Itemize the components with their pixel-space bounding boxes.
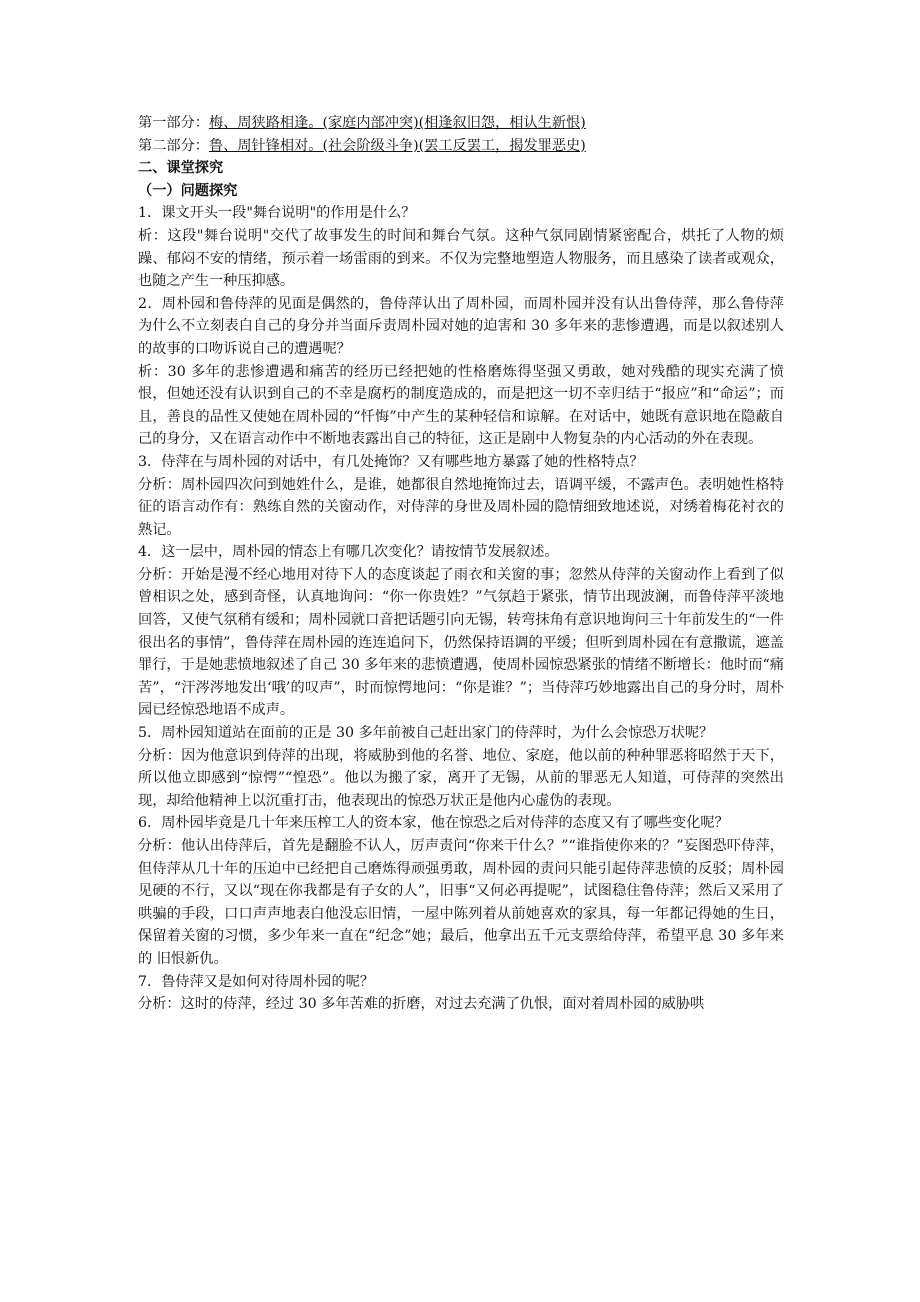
part-1-label: 第一部分： (138, 115, 209, 131)
structure-part-2 (138, 135, 784, 158)
section-title: 二、课堂探究 (138, 160, 224, 177)
answer-7: 分析：这时的侍萍，经过 30 多年苦难的折磨，对过去充满了仇恨，面对着周朴园的威胁哄 (138, 996, 705, 1013)
document-page (138, 112, 784, 1016)
question-3: 3．侍萍在与周朴园的对话中，有几处掩饰？又有哪些地方暴露了她的性格特点？ (138, 453, 644, 470)
question-2: 2．周朴园和鲁侍萍的见面是偶然的，鲁侍萍认出了周朴园，而周朴园并没有认出鲁侍萍，那么鲁侍萍为什么不立刻表白自己的身分并当面斥责周朴园对她的迫害和 30 多年来的悲惨遭遇，而是以叙述别人 的故事的口吻诉说自己的遭遇呢？ (138, 295, 784, 357)
answer-4: 分析：开始是漫不经心地用对待下人的态度谈起了雨衣和关窗的事；忽然从侍萍的关窗动作上看到了似曾相识之处，感到奇怪，认真地询问：“你一你贵姓？”气氛趋于紧张，情节出现波澜，而鲁侍萍平淡地回答，又使气氛稍有缓和；周朴园就口音把话题引向无锡，转弯抹角有意识地询问三十年前发生的“一件很出名的事情”，鲁侍萍在周朴园的连连追问下，仍然保持语调的平缓；但听到周朴园在有意撒谎，遮盖罪行，于是她悲愤地叙述了自己 30 多年来的悲愤遭遇，使周朴园惊恐紧张的情绪不断增长：他时而“痛苦”，“汗涔涔地发出‘哦’的叹声”，时而惊愕地问：“你是谁？”；当侍萍巧妙地露出自己的身分时，周朴园已经惊恐地语不成声。 (138, 566, 784, 719)
part-1-text: 梅、周狭路相逢。(家庭内部冲突)(相逢叙旧怨，相认生新恨) (208, 115, 586, 131)
answer-3: 分析：周朴园四次问到她姓什么，是谁，她都很自然地掩饰过去，语调平缓，不露声色。表明她性格特征的语言动作有：熟练自然的关窗动作，对侍萍的身世及周朴园的隐情细致地述说，对绣着梅花衬衣的熟记。 (138, 476, 784, 538)
subsection-title: （一）问题探究 (138, 182, 238, 199)
question-4: 4．这一层中，周朴园的情态上有哪几次变化？请按情节发展叙述。 (138, 544, 559, 561)
part-2-label: 第二部分： (138, 137, 209, 154)
question-7: 7．鲁侍萍又是如何对待周朴园的呢？ (138, 973, 375, 990)
answer-6: 分析：他认出侍萍后，首先是翻脸不认人，厉声责问“你来干什么？”“谁指使你来的？”妄图恐吓侍萍，但侍萍从几十年的压迫中已经把自己磨炼得顽强勇敢，周朴园的责问只能引起侍萍悲愤的反驳；周朴园见硬的不行，又以“现在你我都是有子女的人”，旧事“又何必再提呢”，试图稳住鲁侍萍；然后又采用了哄骗的手段，口口声声地表白他没忘旧情，一屋中陈列着从前她喜欢的家具，每一年都记得她的生日，保留着关窗的习惯，多少年来一直在“纪念”她；最后，他拿出五千元支票给侍萍，希望平息 30 多年来的 旧恨新仇。 (138, 838, 784, 967)
question-6: 6．周朴园毕竟是几十年来压榨工人的资本家，他在惊恐之后对侍萍的态度又有了哪些变化呢？ (138, 815, 729, 832)
answer-2: 析：30 多年的悲惨遭遇和痛苦的经历已经把她的性格磨炼得坚强又勇敢，她对残酷的现实充满了愤恨，但她还没有认识到自己的不幸是腐朽的制度造成的，而是把这一切不幸归结于“报应”和“命运”；而且，善良的品性又使她在周朴园的“忏悔”中产生的某种轻信和谅解。在对话中，她既有意识地在隐蔽自己的身分，又在语言动作中不断地表露出自己的特征，这正是剧中人物复杂的内心活动的外在表现。 (138, 363, 784, 448)
answer-1: 析：这段"舞台说明"交代了故事发生的时间和舞台气氛。这种气氛同剧情紧密配合，烘托了人物的烦躁、郁闷不安的情绪，预示着一场雷雨的到来。不仅为完整地塑造人物服务，而且感染了读者或观众，也随之产生一种压抑感。 (138, 227, 784, 290)
question-5: 5．周朴园知道站在面前的正是 30 多年前被自己赶出家门的侍萍时，为什么会惊恐万状呢？ (138, 725, 714, 742)
part-2-text: 鲁、周针锋相对。(社会阶级斗争)(罢工反罢工，揭发罪恶史) (208, 137, 586, 154)
question-1: 1．课文开头一段"舞台说明"的作用是什么？ (138, 205, 416, 222)
structure-part-1 (138, 112, 784, 135)
answer-5: 分析：因为他意识到侍萍的出现，将威胁到他的名誉、地位、家庭，他以前的种种罪恶将昭然于天下，所以他立即感到“惊愕”“惶恐”。他以为搬了家，离开了无锡，从前的罪恶无人知道，可侍萍的突然出现，却给他精神上以沉重打击，他表现出的惊恐万状正是他内心虚伪的表现。 (138, 747, 784, 809)
